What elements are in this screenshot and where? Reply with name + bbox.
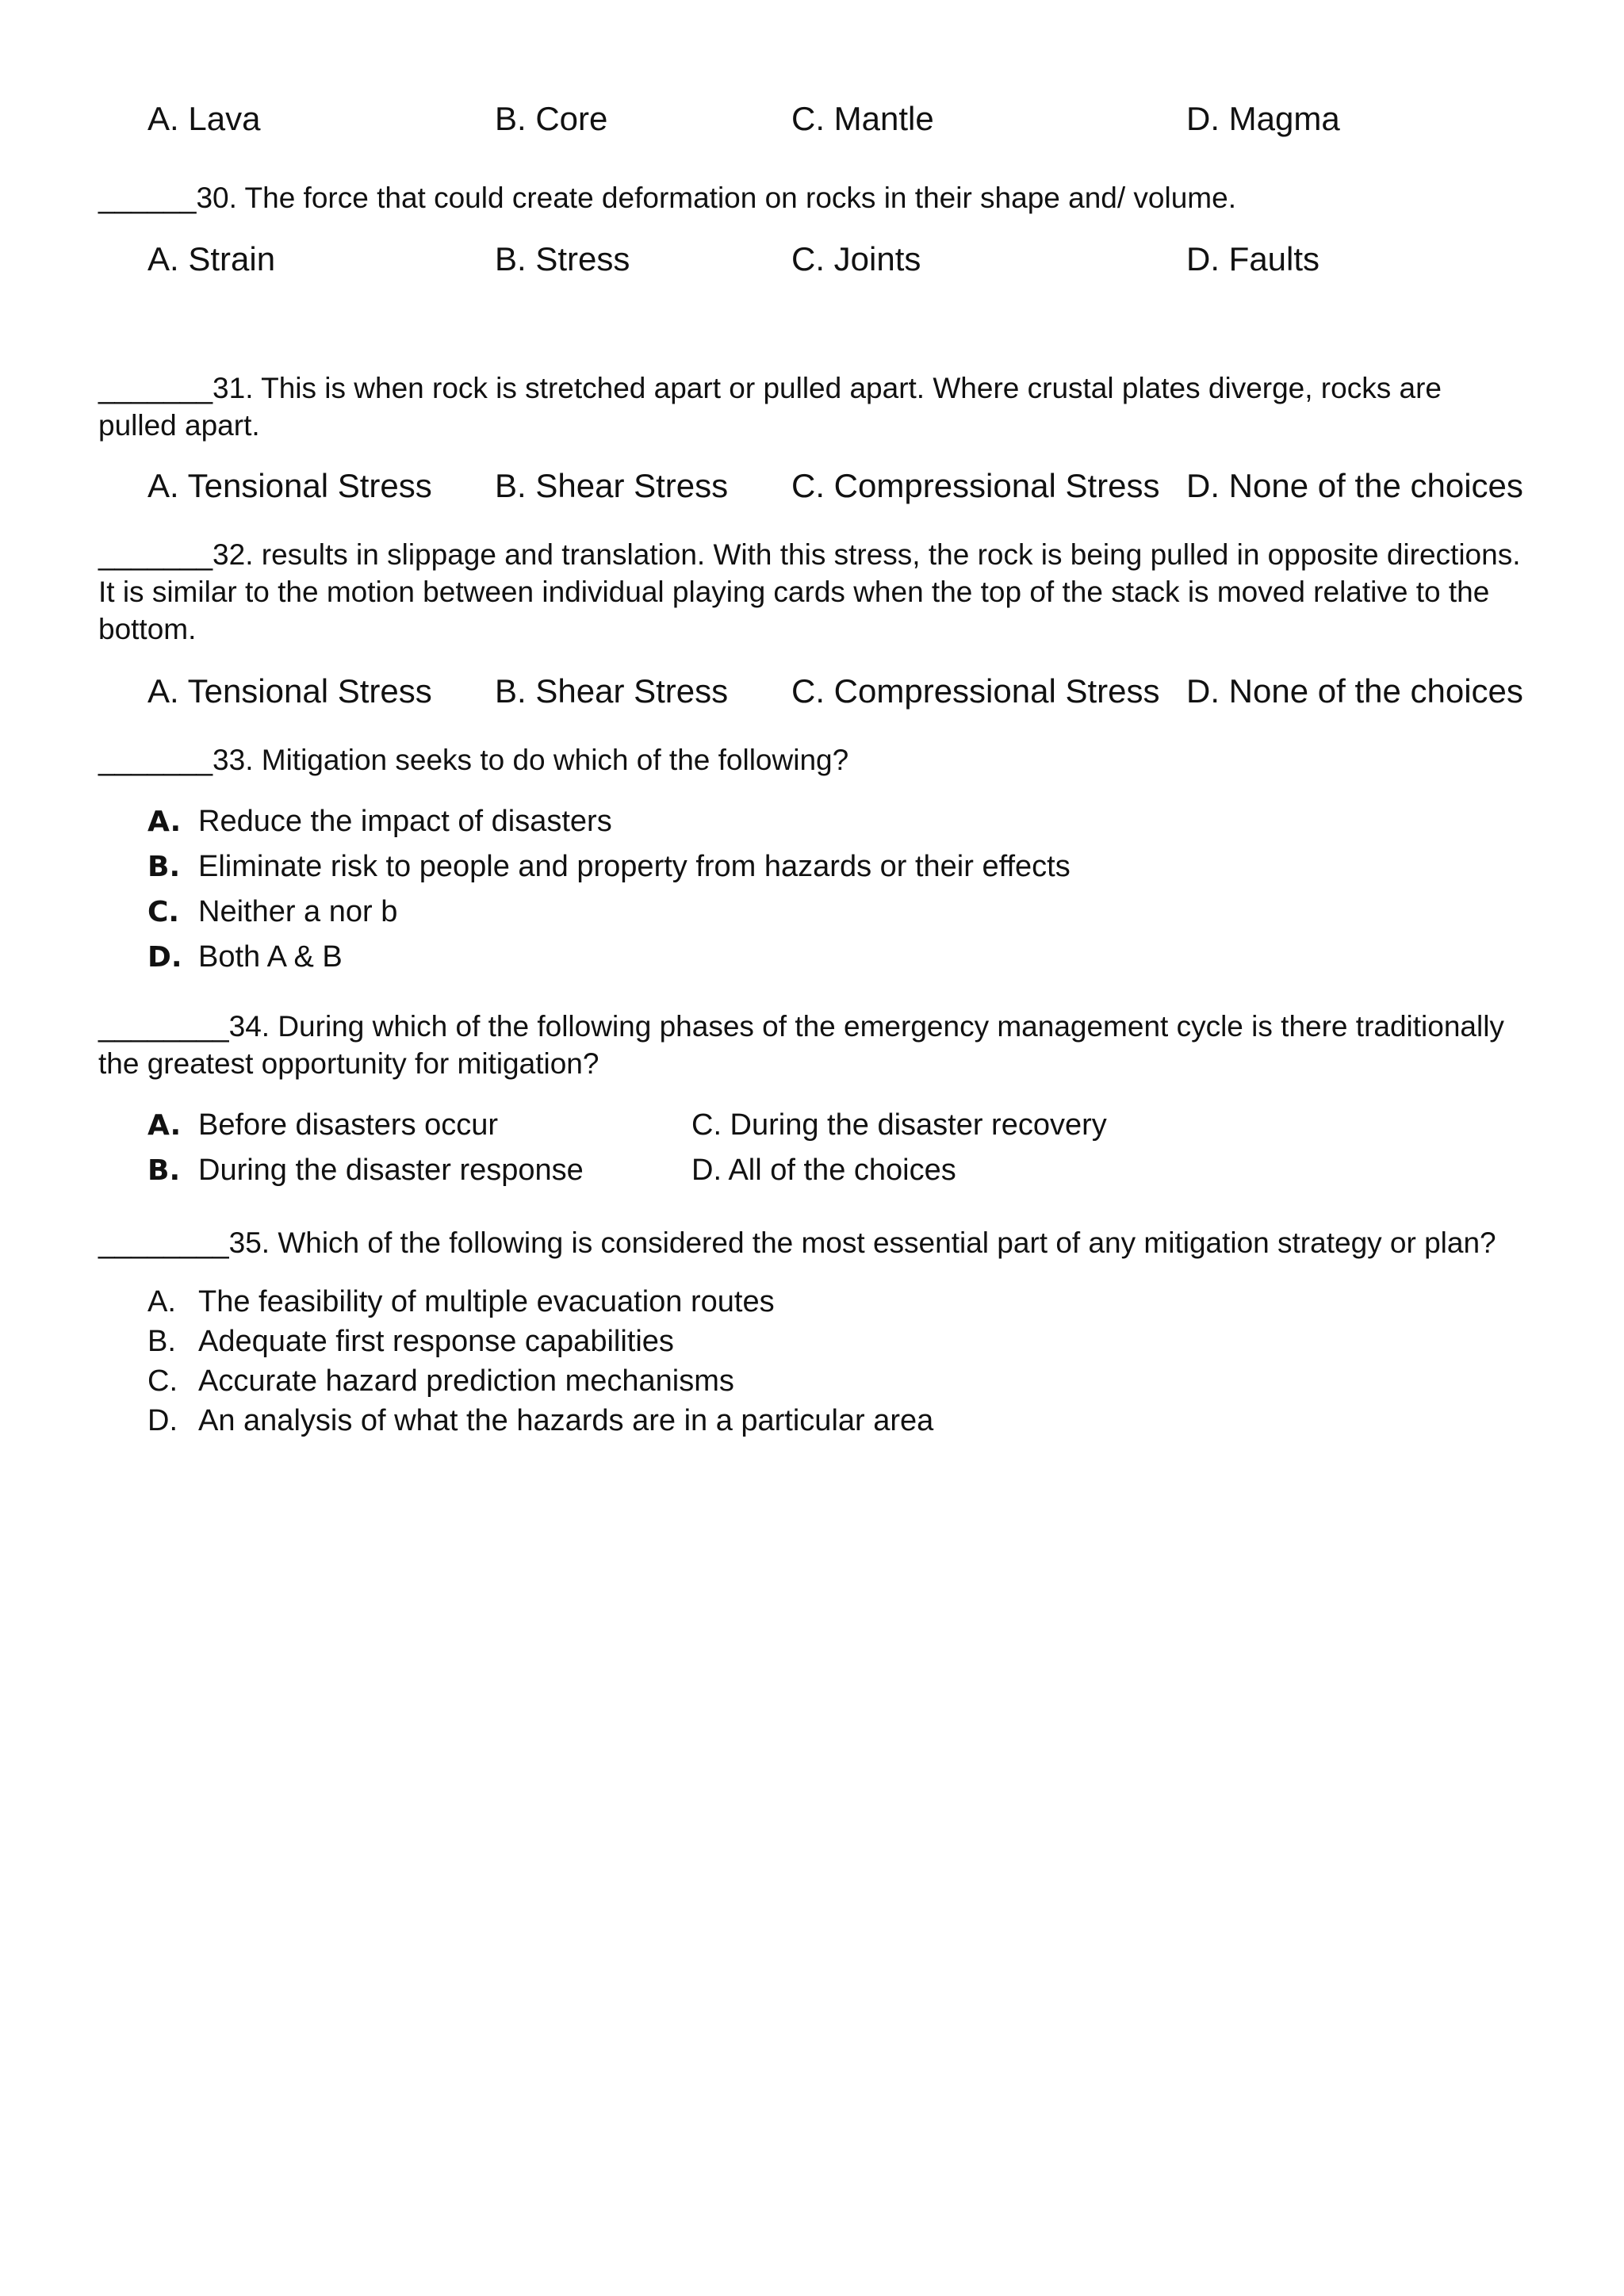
q31-option-a: A. Tensional Stress [147,467,432,504]
q32-option-a: A. Tensional Stress [147,672,432,710]
q33-options [147,799,1071,980]
q32-options [0,668,1624,715]
q32-option-c: C. Compressional Stress [791,672,1160,710]
question-text: 30. The force that could create deformation on rocks in their shape and/ volume. [196,182,1236,214]
q33-option-c: C. Neither a nor b [147,895,398,928]
q29-option-d: D. Magma [1186,100,1340,137]
q32-option-d: D. None of the choices [1186,672,1523,710]
q34-options-row-2 [0,1148,1624,1193]
q35-option-c: C. Accurate hazard prediction mechanisms [147,1364,734,1398]
q35-option-d: D. An analysis of what the hazards are in a particular area [147,1404,934,1437]
question-text: 35. Which of the following is considered the most essential part of any mitigation strategy or plan? [228,1226,1496,1259]
q30-option-b: B. Stress [495,240,630,277]
q30-option-d: D. Faults [1186,240,1320,277]
q29-option-c: C. Mantle [791,100,934,137]
q33-option-b: B. Eliminate risk to people and property from hazards or their effects [147,850,1071,883]
q34-option-b: During the disaster response [198,1154,584,1187]
q33-option-a: A. Reduce the impact of disasters [147,805,612,838]
q31-options [0,462,1624,510]
q34-options-row-1 [0,1103,1624,1148]
q29-option-b: B. Core [495,100,608,137]
answer-blank: _______ [98,372,213,404]
question-text: 32. results in slippage and translation. With this stress, the rock is being pulled in opposite directions. It is similar to the motion between individual playing cards when the top of the stack is moved relative to the bottom. [98,538,1521,645]
question-31 [98,369,1526,444]
q33-option-d: D. Both A & B [147,940,343,974]
question-30 [98,179,1526,216]
question-33 [98,741,1526,779]
q34-option-c: C. During the disaster recovery [691,1108,1107,1142]
q34-option-a: Before disasters occur [198,1108,499,1142]
q34-option-b-letter: B. [147,1154,181,1187]
q29-option-a: A. Lava [147,100,261,137]
answer-blank: ________ [98,1226,229,1259]
question-text: 34. During which of the following phases of the emergency management cycle is there traditionally the greatest opportunity for mitigation? [98,1010,1504,1080]
answer-blank: _______ [98,538,213,571]
q29-options [0,95,1624,143]
question-32 [98,536,1526,648]
q30-options [0,235,1624,283]
q32-option-b: B. Shear Stress [495,672,729,710]
q30-option-a: A. Strain [147,240,276,277]
q31-option-b: B. Shear Stress [495,467,729,504]
question-34 [98,1008,1526,1082]
question-text: 33. Mitigation seeks to do which of the following? [213,744,849,776]
question-35 [98,1224,1526,1261]
q35-option-a: A. The feasibility of multiple evacuation routes [147,1285,775,1318]
q30-option-c: C. Joints [791,240,921,277]
q34-option-d: D. All of the choices [691,1154,956,1187]
q31-option-d: D. None of the choices [1186,467,1523,504]
answer-blank: ________ [98,1010,229,1043]
q34-option-a-letter: A. [147,1109,182,1142]
answer-blank: ______ [98,182,197,214]
answer-blank: _______ [98,744,213,776]
question-text: 31. This is when rock is stretched apart or pulled apart. Where crustal plates diverge, rocks are pulled apart. [98,372,1442,442]
q35-option-b: B. Adequate first response capabilities [147,1325,674,1358]
q31-option-c: C. Compressional Stress [791,467,1160,504]
q35-options [147,1282,933,1441]
